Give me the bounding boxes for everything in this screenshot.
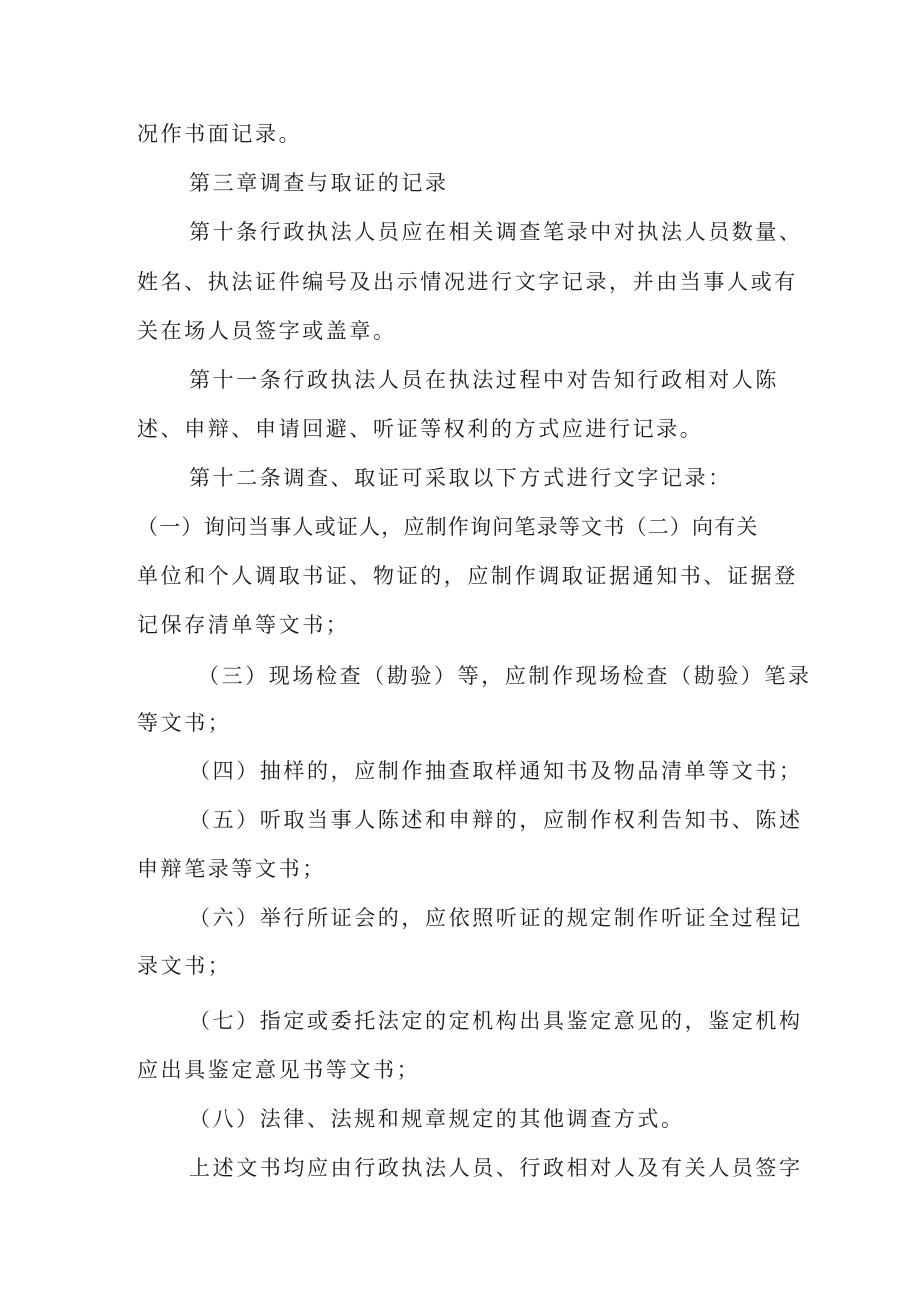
text-line: 上述文书均应由行政执法人员、行政相对人及有关人员签字 bbox=[189, 1156, 803, 1180]
text-line: 关在场人员签字或盖章。 bbox=[137, 319, 397, 343]
text-line: （六）举行所证会的，应依照听证的规定制作听证全过程记 bbox=[189, 906, 803, 930]
chapter-heading: 第三章调查与取证的记录 bbox=[189, 171, 449, 195]
text-line: 申辩笔录等文书； bbox=[137, 857, 326, 881]
text-line: （七）指定或委托法定的定机构出具鉴定意见的，鉴定机构 bbox=[189, 1009, 803, 1033]
text-line: 等文书； bbox=[137, 711, 232, 735]
text-line: 况作书面记录。 bbox=[137, 122, 303, 146]
text-line: 单位和个人调取书证、物证的，应制作调取证据通知书、证据登 bbox=[137, 564, 798, 588]
text-line: 应出具鉴定意见书等文书； bbox=[137, 1058, 421, 1082]
text-line: 姓名、执法证件编号及出示情况进行文字记录，并由当事人或有 bbox=[137, 270, 798, 294]
text-line: 记保存清单等文书； bbox=[137, 613, 350, 637]
text-line: （八）法律、法规和规章规定的其他调查方式。 bbox=[189, 1107, 685, 1131]
text-line: （一）询问当事人或证人，应制作询问笔录等文书（二）向有关 bbox=[137, 515, 759, 539]
text-line: （四）抽样的，应制作抽查取样通知书及物品清单等文书； bbox=[189, 759, 803, 783]
text-line: 录文书； bbox=[137, 954, 232, 978]
text-line: （三）现场检查（勘验）等，应制作现场检查（勘验）笔录 bbox=[198, 664, 812, 688]
text-line: 第十一条行政执法人员在执法过程中对告知行政相对人陈 bbox=[189, 368, 779, 392]
text-line: 第十二条调查、取证可采取以下方式进行文字记录： bbox=[189, 466, 732, 490]
text-line: 述、申辩、申请回避、听证等权利的方式应进行记录。 bbox=[137, 417, 704, 441]
text-line: 第十条行政执法人员应在相关调查笔录中对执法人员数量、 bbox=[189, 220, 803, 244]
text-line: （五）听取当事人陈述和申辩的，应制作权利告知书、陈述 bbox=[189, 808, 803, 832]
